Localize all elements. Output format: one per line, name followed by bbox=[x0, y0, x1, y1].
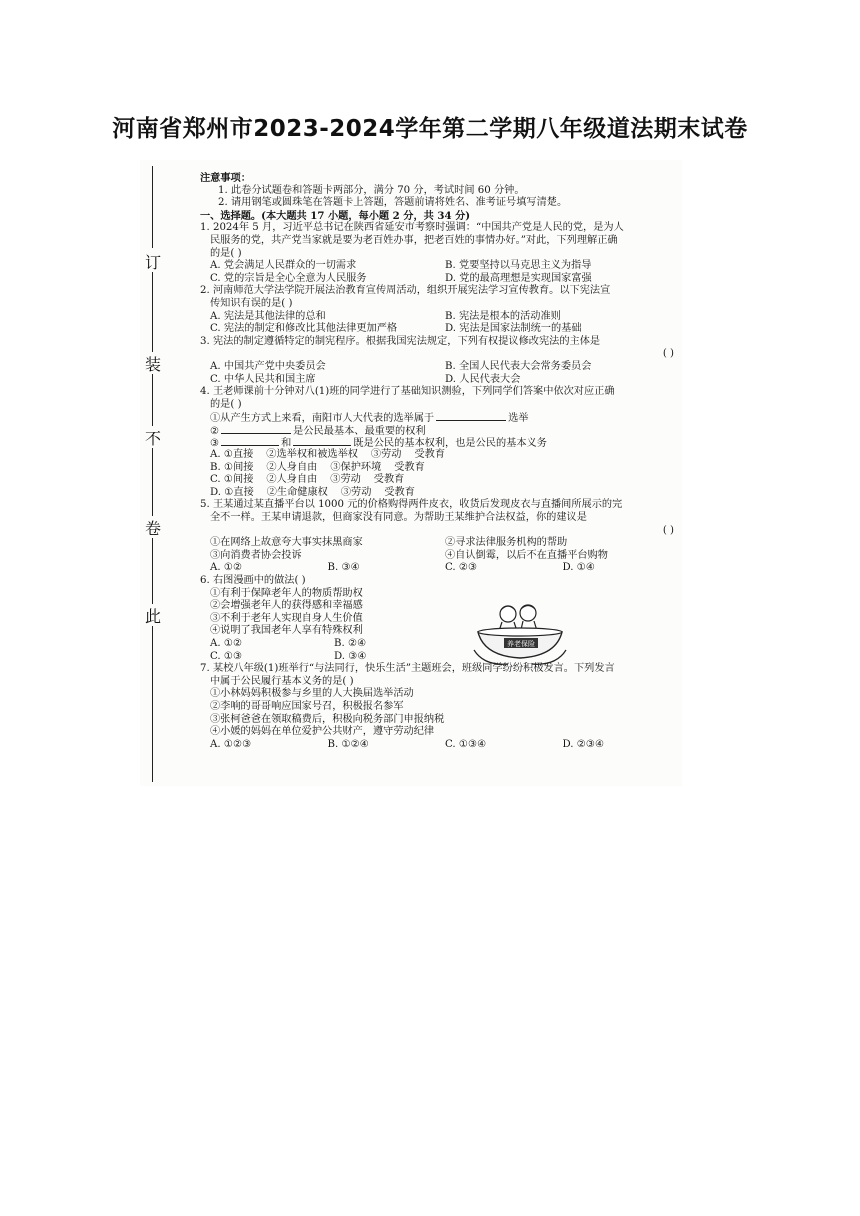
blank-text: 选举 bbox=[508, 413, 529, 425]
option: A. ①② bbox=[210, 637, 243, 649]
option: D. ②③④ bbox=[562, 738, 605, 750]
statement: ④自认倒霉，以后不在直播平台购物 bbox=[445, 549, 608, 561]
statement: ①在网络上故意夸大事实抹黑商家 bbox=[210, 537, 363, 549]
option: C. 中华人民共和国主席 bbox=[210, 373, 316, 385]
question-1-stem: 民服务的党，共产党当家就是要为老百姓办事，把老百姓的事情办好。”对此，下列理解正确 bbox=[210, 234, 618, 246]
question-4-stem: 4. 王老师课前十分钟对八(1)班的同学进行了基础知识测验，下列同学们答案中依次对应正确 bbox=[200, 386, 615, 398]
binding-char: 订 bbox=[144, 253, 161, 272]
option: D. ①直接 ②生命健康权 ③劳动 受教育 bbox=[210, 486, 415, 498]
option: B. ①间接 ②人身自由 ③保护环境 受教育 bbox=[210, 461, 425, 473]
statement: ④小媛的妈妈在单位爱护公共财产，遵守劳动纪律 bbox=[210, 726, 435, 738]
option: B. 宪法是根本的活动准则 bbox=[445, 310, 561, 322]
question-6-options bbox=[200, 638, 680, 651]
question-4-blank-item bbox=[200, 424, 680, 437]
question-1-stem: 的是( ) bbox=[210, 247, 242, 259]
option: A. ①直接 ②选举权和被选举权 ③劳动 受教育 bbox=[210, 449, 446, 461]
question-5-statements bbox=[200, 537, 680, 550]
notice-item: 1. 此卷分试题卷和答题卡两部分，满分 70 分，考试时间 60 分钟。 bbox=[218, 184, 525, 196]
option: C. ①③④ bbox=[445, 738, 487, 750]
option: C. ①③ bbox=[210, 650, 243, 662]
statement: ④说明了我国老年人享有特殊权利 bbox=[210, 625, 363, 637]
statement: ③不利于老年人实现自身人生价值 bbox=[210, 612, 363, 624]
blank-text: ①从产生方式上来看，南阳市人大代表的选举属于 bbox=[210, 413, 435, 425]
option: B. ③④ bbox=[327, 562, 360, 574]
option: D. 党的最高理想是实现国家富强 bbox=[445, 272, 592, 284]
question-7-stem: 中属于公民履行基本义务的是( ) bbox=[210, 675, 354, 687]
question-5-stem: 全不一样。王某申请退款，但商家没有同意。为帮助王某维护合法权益，你的建议是 bbox=[210, 512, 587, 524]
option: C. ①间接 ②人身自由 ③劳动 受教育 bbox=[210, 474, 405, 486]
statement: ②李响的哥哥响应国家号召，积极报名参军 bbox=[210, 700, 404, 712]
option: D. ③④ bbox=[334, 650, 367, 662]
question-6-stem: 6. 右图漫画中的做法( ) bbox=[200, 575, 306, 586]
option: B. 党要坚持以马克思主义为指导 bbox=[445, 260, 592, 272]
blank-text: ② bbox=[210, 425, 220, 437]
statement: ②会增强老年人的获得感和幸福感 bbox=[210, 600, 363, 612]
question-5-statements bbox=[200, 550, 680, 563]
option: D. 宪法是国家法制统一的基础 bbox=[445, 323, 582, 335]
option: D. ①④ bbox=[562, 562, 596, 574]
question-4-blank-item bbox=[200, 411, 680, 424]
statement: ③张柯爸爸在领取稿费后，积极向税务部门申报纳税 bbox=[210, 713, 445, 725]
question-1-options bbox=[200, 260, 680, 273]
option: A. 党会满足人民群众的一切需求 bbox=[210, 260, 357, 272]
fill-blank bbox=[221, 424, 291, 434]
option: A. 中国共产党中央委员会 bbox=[210, 360, 326, 372]
binding-char: 装 bbox=[144, 355, 161, 374]
binding-line bbox=[152, 538, 153, 604]
question-3-options bbox=[200, 361, 680, 374]
question-2-stem: 2. 河南师范大学法学院开展法治教育宣传周活动，组织开展宪法学习宣传教育。以下宪法宣 bbox=[200, 285, 611, 297]
binding-line bbox=[152, 374, 153, 426]
question-2-options bbox=[200, 323, 680, 336]
blank-text: 和 bbox=[281, 438, 292, 450]
binding-line bbox=[152, 448, 153, 516]
statement: ①小林妈妈积极参与乡里的人大换届选举活动 bbox=[210, 688, 414, 700]
blank-text: ③ bbox=[210, 438, 220, 450]
document-title: 河南省郑州市2023-2024学年第二学期八年级道法期末试卷 bbox=[112, 116, 748, 142]
elderly-pension-cartoon bbox=[468, 600, 572, 672]
question-4-blank-item bbox=[200, 436, 680, 449]
question-4-stem: 的是( ) bbox=[210, 398, 242, 410]
option: A. ①② bbox=[210, 562, 243, 574]
statement: ②寻求法律服务机构的帮助 bbox=[445, 537, 568, 549]
blank-text: 既是公民的基本权利，也是公民的基本义务 bbox=[353, 438, 547, 450]
notice-header: 注意事项： bbox=[200, 172, 251, 184]
question-7-options bbox=[200, 739, 680, 752]
statement: ③向消费者协会投诉 bbox=[210, 549, 302, 561]
binding-line bbox=[152, 166, 153, 248]
question-2-stem: 传知识有误的是( ) bbox=[210, 297, 293, 309]
answer-paren: ( ) bbox=[662, 524, 674, 536]
notice-item: 2. 请用钢笔或圆珠笔在答题卡上答题，答题前请将姓名、准考证号填写清楚。 bbox=[218, 197, 568, 209]
binding-line bbox=[152, 626, 153, 782]
blank-text: 是公民最基本、最重要的权利 bbox=[293, 425, 426, 437]
option: A. 宪法是其他法律的总和 bbox=[210, 310, 326, 322]
question-3-options bbox=[200, 374, 680, 387]
exam-content bbox=[200, 172, 680, 751]
option: C. 宪法的制定和修改比其他法律更加严格 bbox=[210, 323, 398, 335]
question-7-stem: 7. 某校八年级(1)班举行“与法同行，快乐生活”主题班会，班级同学纷纷积极发言。下列发言 bbox=[200, 663, 615, 675]
fill-blank bbox=[436, 411, 506, 421]
question-5-options bbox=[200, 562, 680, 575]
question-5-stem: 5. 王某通过某直播平台以 1000 元的价格购得两件皮衣，收货后发现皮衣与直播间所展示的完 bbox=[200, 499, 623, 511]
option: B. ①②④ bbox=[327, 738, 369, 750]
answer-paren: ( ) bbox=[662, 348, 674, 360]
statement: ①有利于保障老年人的物质帮助权 bbox=[210, 587, 363, 599]
option: C. 党的宗旨是全心全意为人民服务 bbox=[210, 272, 367, 284]
fill-blank bbox=[221, 436, 279, 446]
binding-margin bbox=[143, 166, 163, 782]
binding-char: 此 bbox=[144, 607, 161, 626]
cartoon-label: 养老保险 bbox=[507, 640, 535, 648]
binding-char: 卷 bbox=[144, 519, 161, 538]
section-heading: 一、选择题。(本大题共 17 小题，每小题 2 分，共 34 分) bbox=[200, 209, 471, 222]
question-6-options bbox=[200, 651, 680, 664]
fill-blank bbox=[293, 436, 351, 446]
option: B. ②④ bbox=[334, 637, 367, 649]
question-1-stem: 1. 2024年 5 月，习近平总书记在陕西省延安市考察时强调：“中国共产党是人民的党，是为人 bbox=[200, 222, 624, 234]
option: C. ②③ bbox=[445, 562, 478, 574]
option: B. 全国人民代表大会常务委员会 bbox=[445, 360, 592, 372]
option: A. ①②③ bbox=[210, 738, 252, 750]
binding-line bbox=[152, 272, 153, 352]
option: D. 人民代表大会 bbox=[445, 373, 521, 385]
question-3-stem: 3. 宪法的制定遵循特定的制宪程序。根据我国宪法规定，下列有权提议修改宪法的主体是 bbox=[200, 335, 601, 347]
question-2-options bbox=[200, 311, 680, 324]
question-1-options bbox=[200, 273, 680, 286]
binding-char: 不 bbox=[144, 429, 161, 448]
